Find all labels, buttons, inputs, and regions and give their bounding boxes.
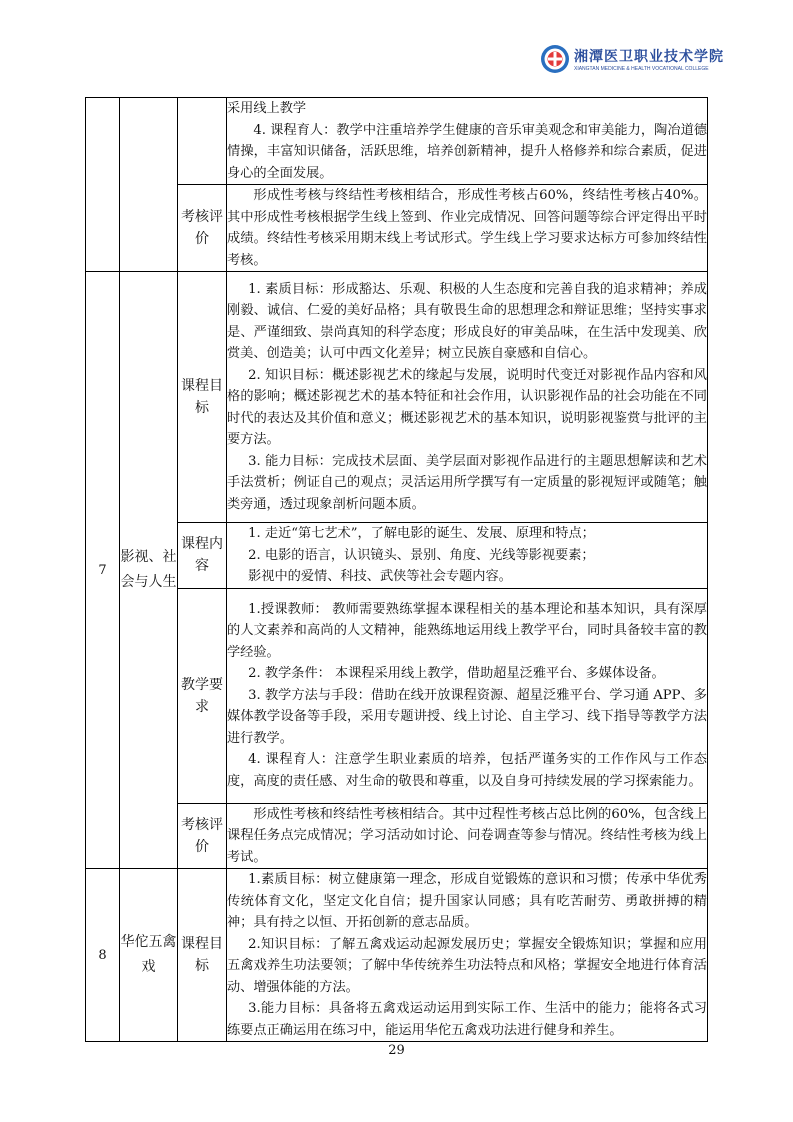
text-paragraph: 2. 教学条件： 本课程采用线上教学，借助超星泛雅平台、多媒体设备。 — [248, 666, 665, 682]
text-paragraph: 形成性考核和终结性考核相结合。其中过程性考核占总比例的60%，包含线上课程任务点完成情况；学习活动如讨论、问卷调查等参与情况。终结性考核为线上考试。 — [227, 806, 707, 865]
text-paragraph: 4. 课程育人：注意学生职业素质的培养，包括严谨务实的工作作风与工作态度，高度的责任感、对生命的敬畏和尊重，以及自身可持续发展的学习探索能力。 — [227, 752, 707, 789]
course-name — [120, 98, 178, 272]
table-row — [86, 98, 708, 185]
course-goals — [227, 869, 708, 1042]
course-goals — [227, 272, 708, 523]
row-number — [86, 98, 120, 272]
text-paragraph: 3.能力目标：具备将五禽戏运动运用到实际工作、生活中的能力；能将各式习练要点正确运用在练习中，能运用华佗五禽戏功法进行健身和养生。 — [227, 1001, 707, 1038]
course-name: 华佗五禽戏 — [120, 869, 178, 1042]
text-paragraph: 3. 教学方法与手段：借助在线开放课程资源、超星泛雅平台、学习通 APP、多媒体教学设备等手段，采用专题讲授、线上讨论、自主学习、线下指导等教学方法进行教学。 — [227, 687, 707, 746]
assessment-text — [227, 185, 708, 272]
college-name-cn: 湘潭医卫职业技术学院 — [574, 49, 724, 65]
text-paragraph: 2. 知识目标：概述影视艺术的缘起与发展，说明时代变迁对影视作品内容和风格的影响；概述影视艺术的基本特征和社会作用，认识影视作品的社会功能在不同时代的表达及其价值和意义；概述影视艺术的基本知识，说明影视鉴赏与批评的主要方法。 — [227, 367, 707, 448]
assessment-text — [227, 803, 708, 869]
teaching-requirements-cont — [227, 98, 708, 185]
college-emblem-icon — [540, 44, 570, 74]
category-label: 考核评价 — [178, 803, 227, 869]
course-table — [85, 97, 708, 1042]
category-label: 教学要求 — [178, 588, 227, 803]
text-paragraph: 形成性考核与终结性考核相结合，形成性考核占60%，终结性考核占40%。其中形成性考核根据学生线上签到、作业完成情况、回答问题等综合评定得出平时成绩。终结性考核采用期末线上考试形式。学生线上学习要求达标方可参加终结性考核。 — [227, 188, 707, 268]
row-number: 8 — [86, 869, 120, 1042]
text-paragraph: 3. 能力目标：完成技术层面、美学层面对影视作品进行的主题思想解读和艺术手法赏析；例证自己的观点；灵活运用所学撰写有一定质量的影视短评或随笔；触类旁通，透过现象剖析问题本质。 — [227, 453, 707, 512]
row-number: 7 — [86, 272, 120, 869]
teaching-requirements — [227, 588, 708, 803]
text-paragraph: 1.授课教师： 教师需要熟练掌握本课程相关的基本理论和基本知识，具有深厚的人文素养和高尚的人文精神，能熟练地运用线上教学平台，同时具备较丰富的教学经验。 — [227, 601, 707, 660]
text-line: 1. 走近“第七艺术”，了解电影的诞生、发展、原理和特点； — [248, 526, 595, 541]
table-row — [86, 185, 708, 272]
college-logo — [540, 44, 724, 80]
table-row — [86, 588, 708, 803]
text-line: 采用线上教学 — [227, 101, 307, 116]
text-paragraph: 1.素质目标：树立健康第一理念，形成自觉锻炼的意识和习惯；传承中华优秀传统体育文化，坚定文化自信；提升国家认同感；具有吃苦耐劳、勇敢拼搏的精神；具有持之以恒、开拓创新的意志品质。 — [227, 872, 707, 930]
text-paragraph: 1. 素质目标：形成豁达、乐观、积极的人生态度和完善自我的追求精神；养成刚毅、诚信、仁爱的美好品格；具有敬畏生命的思想理念和辩证思维；坚持实事求是、严谨细致、崇尚真知的科学态度；形成良好的审美品味，在生活中发现美、欣赏美、创造美；认可中西文化差异；树立民族自豪感和自信心。 — [227, 281, 707, 362]
table-row — [86, 272, 708, 523]
text-line: 2. 电影的语言，认识镜头、景别、角度、光线等影视要素； — [248, 547, 595, 563]
category-label: 课程目标 — [178, 869, 227, 1042]
text-paragraph: 2.知识目标：了解五禽戏运动起源发展历史；掌握安全锻炼知识；掌握和应用五禽戏养生功法要领；了解中华传统养生功法特点和风格；掌握安全地进行体育活动、增强体能的方法。 — [227, 936, 707, 995]
category-label: 考核评价 — [178, 185, 227, 272]
category-label: 课程内容 — [178, 523, 227, 589]
text-paragraph: 4. 课程育人：教学中注重培养学生健康的音乐审美观念和审美能力，陶冶道德情操，丰富知识储备，活跃思维，培养创新精神，提升人格修养和综合素质，促进身心的全面发展。 — [227, 122, 707, 181]
course-name: 影视、社会与人生 — [120, 272, 178, 869]
category-label — [178, 98, 227, 185]
page-number: 29 — [388, 1043, 405, 1058]
course-content — [227, 523, 708, 589]
text-line: 影视中的爱情、科技、武侠等社会专题内容。 — [248, 569, 512, 584]
table-row — [86, 869, 708, 1042]
table-row — [86, 803, 708, 869]
table-row — [86, 523, 708, 589]
category-label: 课程目标 — [178, 272, 227, 523]
college-name-en: XIANGTAN MEDICINE & HEALTH VOCATIONAL COLLEGE — [574, 66, 709, 72]
